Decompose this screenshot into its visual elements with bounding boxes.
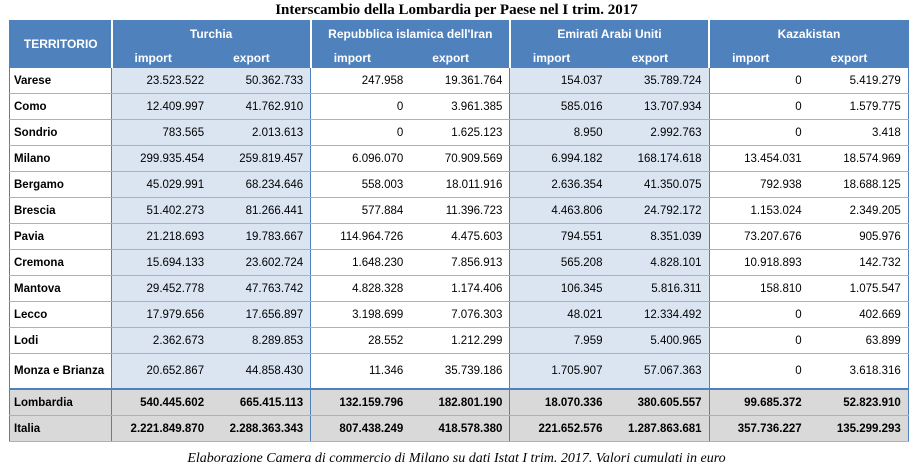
- export-value-cell: 168.174.618: [609, 146, 709, 172]
- table-row: [10, 172, 909, 198]
- territory-name: Brescia: [10, 198, 112, 224]
- import-value-cell: 158.810: [709, 276, 809, 302]
- territory-name: Bergamo: [10, 172, 112, 198]
- export-value-cell: 1.174.406: [410, 276, 510, 302]
- table-row: [10, 94, 909, 120]
- import-value-cell: 8.950: [510, 120, 610, 146]
- export-value-cell: 17.656.897: [211, 302, 311, 328]
- import-value-cell: 0: [709, 354, 809, 390]
- import-value-cell: 23.523.522: [112, 68, 212, 94]
- import-value-cell: 2.362.673: [112, 328, 212, 354]
- export-value-cell: 68.234.646: [211, 172, 311, 198]
- import-value-cell: 99.685.372: [709, 389, 809, 416]
- export-value-cell: 41.350.075: [609, 172, 709, 198]
- import-value-cell: 357.736.227: [709, 416, 809, 442]
- import-value-cell: 6.096.070: [311, 146, 411, 172]
- import-value-cell: 0: [311, 120, 411, 146]
- import-value-cell: 221.652.576: [510, 416, 610, 442]
- territory-name: Como: [10, 94, 112, 120]
- import-value-cell: 0: [709, 302, 809, 328]
- export-header: export: [809, 48, 909, 68]
- import-value-cell: 11.346: [311, 354, 411, 390]
- export-value-cell: 52.823.910: [809, 389, 909, 416]
- import-value-cell: 4.828.328: [311, 276, 411, 302]
- export-value-cell: 2.992.763: [609, 120, 709, 146]
- import-value-cell: 29.452.778: [112, 276, 212, 302]
- export-value-cell: 3.618.316: [809, 354, 909, 390]
- import-value-cell: 565.208: [510, 250, 610, 276]
- export-header: export: [609, 48, 709, 68]
- import-header: import: [311, 48, 411, 68]
- export-value-cell: 18.574.969: [809, 146, 909, 172]
- export-value-cell: 35.739.186: [410, 354, 510, 390]
- country-header-emirati: Emirati Arabi Uniti: [510, 20, 709, 48]
- territory-name: Pavia: [10, 224, 112, 250]
- table-row: [10, 250, 909, 276]
- export-value-cell: 2.013.613: [211, 120, 311, 146]
- country-header-iran: Repubblica islamica dell'Iran: [311, 20, 510, 48]
- export-value-cell: 418.578.380: [410, 416, 510, 442]
- export-value-cell: 3.961.385: [410, 94, 510, 120]
- import-value-cell: 73.207.676: [709, 224, 809, 250]
- export-value-cell: 11.396.723: [410, 198, 510, 224]
- export-value-cell: 142.732: [809, 250, 909, 276]
- table-row: [10, 198, 909, 224]
- territory-name: Monza e Brianza: [10, 354, 112, 390]
- table-row: [10, 302, 909, 328]
- import-value-cell: 2.636.354: [510, 172, 610, 198]
- import-value-cell: 2.221.849.870: [112, 416, 212, 442]
- export-header: export: [410, 48, 510, 68]
- export-value-cell: 12.334.492: [609, 302, 709, 328]
- export-value-cell: 50.362.733: [211, 68, 311, 94]
- export-value-cell: 4.828.101: [609, 250, 709, 276]
- export-value-cell: 1.625.123: [410, 120, 510, 146]
- table-row: [10, 68, 909, 94]
- export-value-cell: 70.909.569: [410, 146, 510, 172]
- import-value-cell: 299.935.454: [112, 146, 212, 172]
- export-value-cell: 5.400.965: [609, 328, 709, 354]
- import-value-cell: 114.964.726: [311, 224, 411, 250]
- export-value-cell: 24.792.172: [609, 198, 709, 224]
- export-value-cell: 1.212.299: [410, 328, 510, 354]
- export-value-cell: 259.819.457: [211, 146, 311, 172]
- export-value-cell: 44.858.430: [211, 354, 311, 390]
- import-value-cell: 0: [709, 68, 809, 94]
- table-row: [10, 328, 909, 354]
- territory-name: Lecco: [10, 302, 112, 328]
- export-value-cell: 1.075.547: [809, 276, 909, 302]
- import-value-cell: 15.694.133: [112, 250, 212, 276]
- export-value-cell: 3.418: [809, 120, 909, 146]
- import-header: import: [112, 48, 212, 68]
- import-header: import: [510, 48, 610, 68]
- import-value-cell: 247.958: [311, 68, 411, 94]
- import-value-cell: 6.994.182: [510, 146, 610, 172]
- import-value-cell: 4.463.806: [510, 198, 610, 224]
- import-value-cell: 0: [709, 94, 809, 120]
- table-row: [10, 120, 909, 146]
- export-value-cell: 5.816.311: [609, 276, 709, 302]
- import-value-cell: 1.648.230: [311, 250, 411, 276]
- import-value-cell: 12.409.997: [112, 94, 212, 120]
- country-header-kazakistan: Kazakistan: [709, 20, 908, 48]
- import-value-cell: 577.884: [311, 198, 411, 224]
- territory-name: Varese: [10, 68, 112, 94]
- total-row: [10, 389, 909, 416]
- table-row: [10, 146, 909, 172]
- export-value-cell: 1.579.775: [809, 94, 909, 120]
- import-value-cell: 3.198.699: [311, 302, 411, 328]
- export-value-cell: 19.783.667: [211, 224, 311, 250]
- import-value-cell: 28.552: [311, 328, 411, 354]
- export-value-cell: 63.899: [809, 328, 909, 354]
- territory-name: Milano: [10, 146, 112, 172]
- import-value-cell: 10.918.893: [709, 250, 809, 276]
- import-value-cell: 807.438.249: [311, 416, 411, 442]
- export-value-cell: 905.976: [809, 224, 909, 250]
- export-value-cell: 2.349.205: [809, 198, 909, 224]
- table-row: [10, 354, 909, 390]
- import-value-cell: 154.037: [510, 68, 610, 94]
- export-value-cell: 135.299.293: [809, 416, 909, 442]
- export-header: export: [211, 48, 311, 68]
- export-value-cell: 1.287.863.681: [609, 416, 709, 442]
- import-value-cell: 17.979.656: [112, 302, 212, 328]
- import-value-cell: 20.652.867: [112, 354, 212, 390]
- export-value-cell: 7.856.913: [410, 250, 510, 276]
- import-value-cell: 585.016: [510, 94, 610, 120]
- import-value-cell: 558.003: [311, 172, 411, 198]
- territory-name: Italia: [10, 416, 112, 442]
- export-value-cell: 18.011.916: [410, 172, 510, 198]
- import-value-cell: 0: [709, 328, 809, 354]
- export-value-cell: 665.415.113: [211, 389, 311, 416]
- table-row: [10, 224, 909, 250]
- import-value-cell: 783.565: [112, 120, 212, 146]
- export-value-cell: 47.763.742: [211, 276, 311, 302]
- export-value-cell: 13.707.934: [609, 94, 709, 120]
- import-value-cell: 1.705.907: [510, 354, 610, 390]
- import-value-cell: 540.445.602: [112, 389, 212, 416]
- export-value-cell: 4.475.603: [410, 224, 510, 250]
- import-value-cell: 132.159.796: [311, 389, 411, 416]
- territory-name: Mantova: [10, 276, 112, 302]
- import-value-cell: 21.218.693: [112, 224, 212, 250]
- trade-table: [9, 20, 909, 442]
- total-row: [10, 416, 909, 442]
- export-value-cell: 81.266.441: [211, 198, 311, 224]
- import-value-cell: 7.959: [510, 328, 610, 354]
- import-value-cell: 18.070.336: [510, 389, 610, 416]
- table-title: Interscambio della Lombardia per Paese nel I trim. 2017: [275, 2, 638, 18]
- table-row: [10, 276, 909, 302]
- import-value-cell: 13.454.031: [709, 146, 809, 172]
- import-header: import: [709, 48, 809, 68]
- territory-name: Lombardia: [10, 389, 112, 416]
- export-value-cell: 19.361.764: [410, 68, 510, 94]
- export-value-cell: 8.289.853: [211, 328, 311, 354]
- import-value-cell: 0: [709, 120, 809, 146]
- territory-name: Cremona: [10, 250, 112, 276]
- export-value-cell: 35.789.724: [609, 68, 709, 94]
- export-value-cell: 23.602.724: [211, 250, 311, 276]
- export-value-cell: 380.605.557: [609, 389, 709, 416]
- export-value-cell: 402.669: [809, 302, 909, 328]
- import-value-cell: 0: [311, 94, 411, 120]
- import-value-cell: 51.402.273: [112, 198, 212, 224]
- export-value-cell: 182.801.190: [410, 389, 510, 416]
- territory-name: Lodi: [10, 328, 112, 354]
- export-value-cell: 5.419.279: [809, 68, 909, 94]
- export-value-cell: 7.076.303: [410, 302, 510, 328]
- export-value-cell: 8.351.039: [609, 224, 709, 250]
- territory-name: Sondrio: [10, 120, 112, 146]
- import-value-cell: 45.029.991: [112, 172, 212, 198]
- export-value-cell: 41.762.910: [211, 94, 311, 120]
- import-value-cell: 792.938: [709, 172, 809, 198]
- source-caption: Elaborazione Camera di commercio di Milano su dati Istat I trim. 2017. Valori cumulati in euro: [187, 451, 726, 466]
- export-value-cell: 2.288.363.343: [211, 416, 311, 442]
- import-value-cell: 794.551: [510, 224, 610, 250]
- territory-header: TERRITORIO: [10, 20, 112, 68]
- import-value-cell: 106.345: [510, 276, 610, 302]
- import-value-cell: 48.021: [510, 302, 610, 328]
- export-value-cell: 57.067.363: [609, 354, 709, 390]
- import-value-cell: 1.153.024: [709, 198, 809, 224]
- country-header-turchia: Turchia: [112, 20, 311, 48]
- export-value-cell: 18.688.125: [809, 172, 909, 198]
